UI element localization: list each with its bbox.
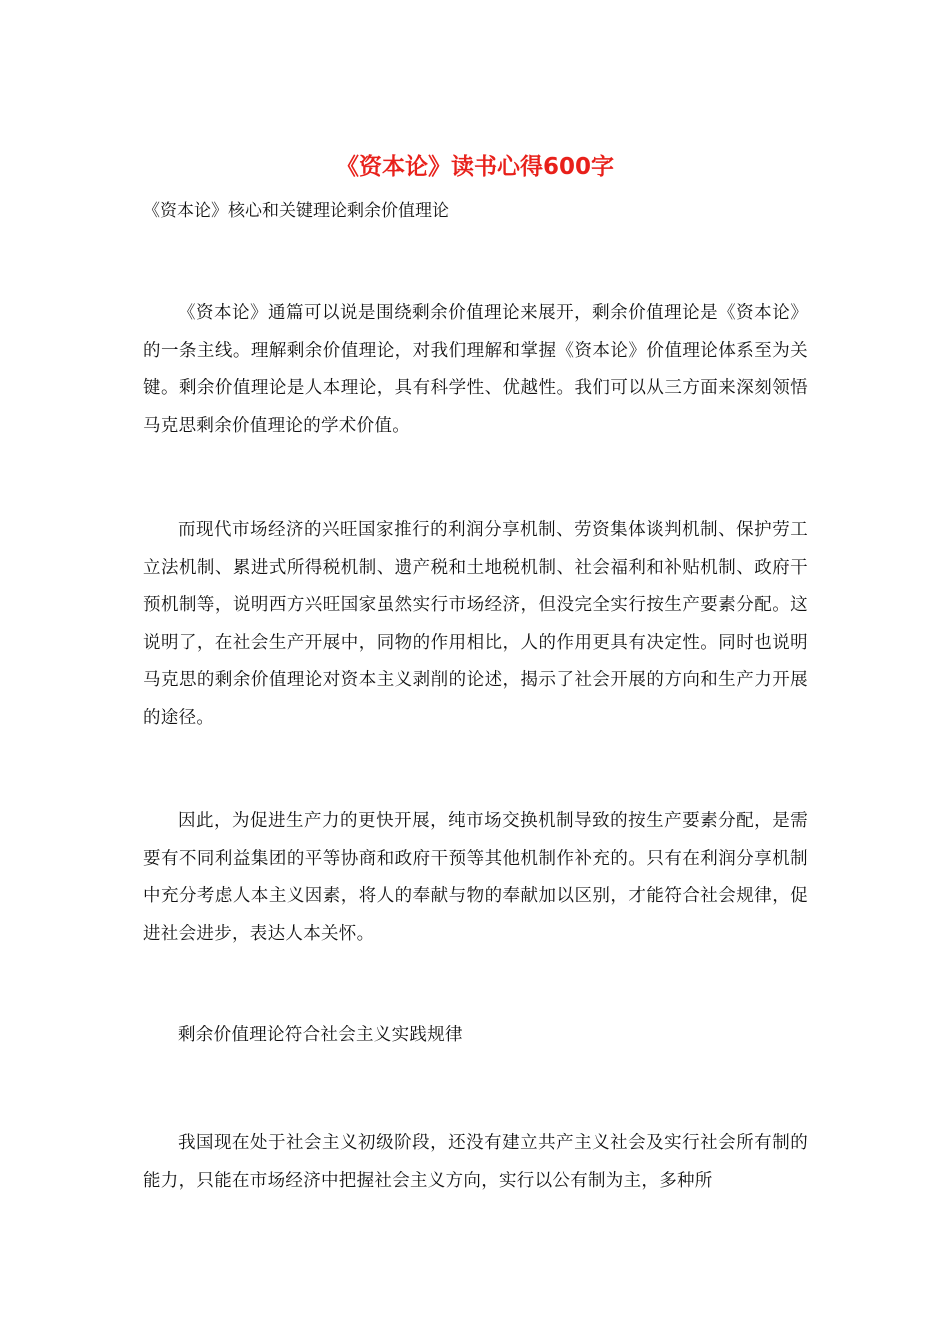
paragraph-2: 而现代市场经济的兴旺国家推行的利润分享机制、劳资集体谈判机制、保护劳工立法机制、累进式所得税机制、遗产税和土地税机制、社会福利和补贴机制、政府干预机制等，说明西方兴旺国家虽然实行市场经济，但没完全实行按生产要素分配。这说明了，在社会生产开展中，同物的作用相比，人的作用更具有决定性。同时也说明马克思的剩余价值理论对资本主义剥削的论述，揭示了社会开展的方向和生产力开展的途径。 bbox=[143, 520, 808, 728]
document-subtitle: 《资本论》核心和关键理论剩余价值理论 bbox=[143, 201, 449, 221]
document-title: 《资本论》读书心得600字 bbox=[335, 154, 614, 180]
paragraph-3: 因此，为促进生产力的更快开展，纯市场交换机制导致的按生产要素分配，是需要有不同利益集团的平等协商和政府干预等其他机制作补充的。只有在利润分享机制中充分考虑人本主义因素，将人的奉献与物的奉献加以区别，才能符合社会规律，促进社会进步，表达人本关怀。 bbox=[143, 811, 808, 944]
section-heading: 剩余价值理论符合社会主义实践规律 bbox=[178, 1025, 463, 1045]
paragraph-1: 《资本论》通篇可以说是围绕剩余价值理论来展开，剩余价值理论是《资本论》的一条主线。理解剩余价值理论，对我们理解和掌握《资本论》价值理论体系至为关键。剩余价值理论是人本理论，具有科学性、优越性。我们可以从三方面来深刻领悟马克思剩余价值理论的学术价值。 bbox=[143, 303, 808, 436]
paragraph-4: 我国现在处于社会主义初级阶段，还没有建立共产主义社会及实行社会所有制的能力，只能在市场经济中把握社会主义方向，实行以公有制为主，多种所 bbox=[143, 1133, 808, 1191]
